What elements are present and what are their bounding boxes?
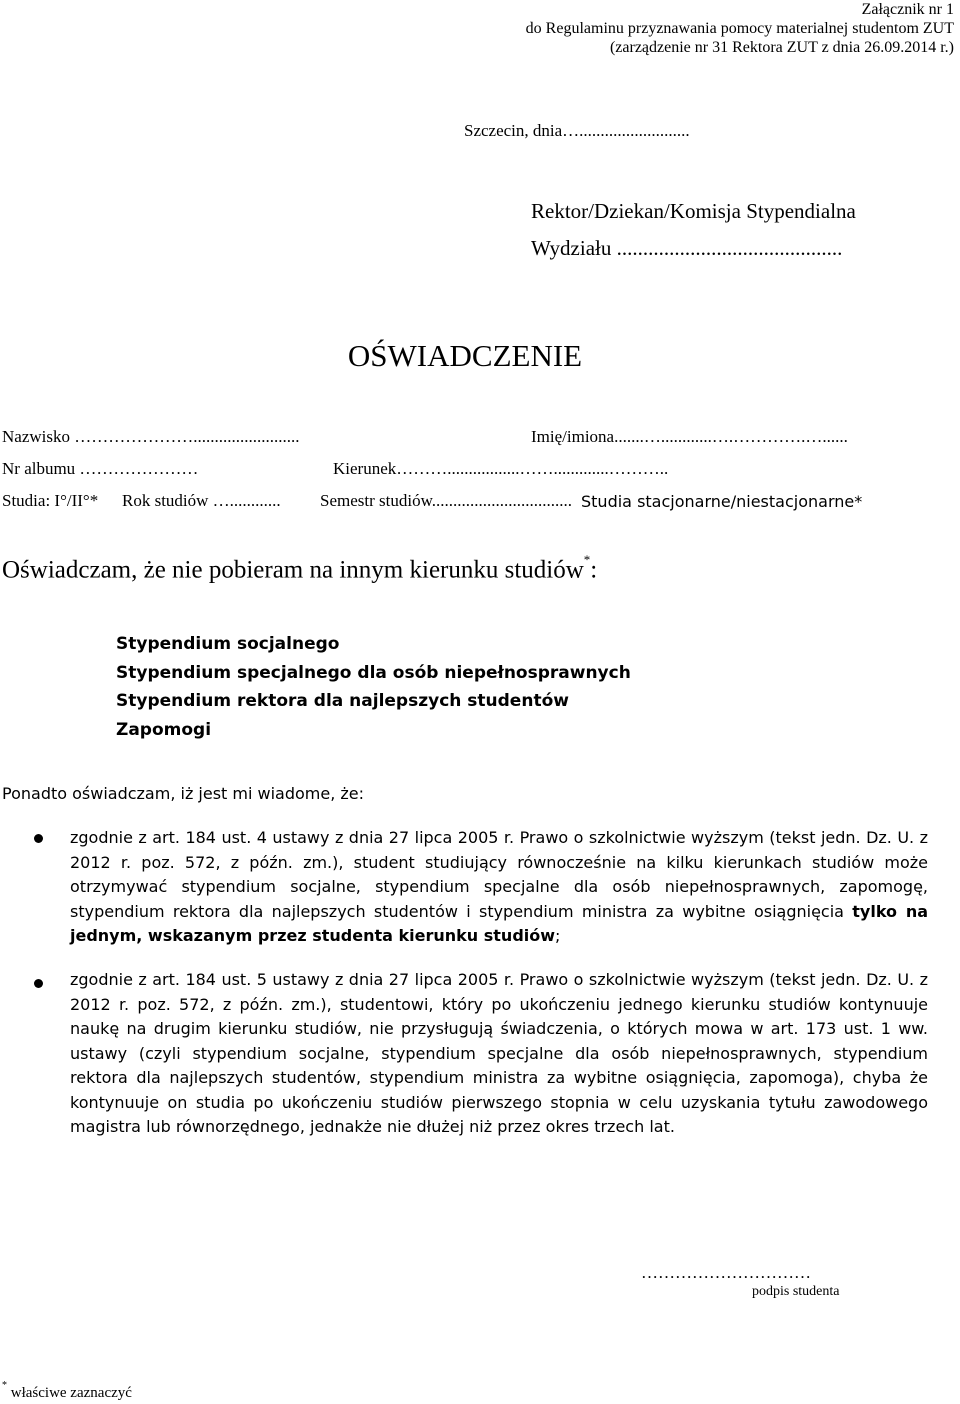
benefits-list — [116, 630, 631, 744]
benefit-allowance: Zapomogi — [116, 719, 212, 740]
declaration-colon: : — [590, 556, 598, 584]
footnote — [2, 1380, 132, 1402]
album-number-field: Nr albumu ………………… — [2, 459, 199, 478]
annex-ordinance: (zarządzenie nr 31 Rektora ZUT z dnia 26.09.2014 r.) — [609, 39, 954, 56]
footnote-marker: * — [583, 552, 591, 567]
additional-statement: Ponadto oświadczam, iż jest mi wiadome, że: — [2, 784, 365, 803]
benefit-rector: Stypendium rektora dla najlepszych studentów — [116, 691, 569, 711]
study-mode: Studia stacjonarne/niestacjonarne* — [581, 492, 863, 511]
signature-label: podpis studenta — [752, 1284, 840, 1299]
studies-degree: Studia: I°/II°* — [2, 491, 99, 510]
bullet1-legal-ref: zgodnie z art. 184 ust. 4 ustawy z dnia 27 lipca 2005 r. Prawo o szkolnictwie wyższym (tekst jedn. Dz. U. z 2012 r. poz. 572, z późn. zm.), — [70, 828, 928, 872]
benefit-social: Stypendium socjalnego — [116, 634, 340, 654]
footnote-text: właściwe zaznaczyć — [7, 1385, 132, 1401]
document-title: OŚWIADCZENIE — [347, 338, 583, 373]
surname-field: Nazwisko …………………......................... — [2, 427, 300, 446]
addressee-line1: Rektor/Dziekan/Komisja Stypendialna — [531, 199, 856, 223]
annex-number: Załącznik nr 1 — [861, 1, 954, 18]
declaration-text: Oświadczam, że nie pobieram na innym kierunku studiów — [2, 556, 584, 584]
field-of-study: Kierunek……….................…….............……….. — [333, 459, 669, 478]
names-field: Imię/imiona.......…............….………….…...... — [531, 427, 848, 446]
annex-regulation: do Regulaminu przyznawania pomocy materialnej studentom ZUT — [525, 20, 954, 37]
bullet-dot — [34, 979, 43, 988]
benefit-disability: Stypendium specjalnego dla osób niepełnosprawnych — [116, 662, 631, 683]
footnote-asterisk: * — [2, 1380, 7, 1391]
bullet-dot — [34, 834, 43, 843]
bullet-paragraph-2: zgodnie z art. 184 ust. 5 ustawy z dnia 27 lipca 2005 r. Prawo o szkolnictwie wyższym (tekst jedn. Dz. U. z 2012 r. poz. 572, z późn. zm.), studentowi, który po ukończeniu jednego kierunku studiów kontynuuje naukę na drugim kierunku studiów, nie przysługują świadczenia, o których mowa w art. 173 ust. 1 ww. ustawy (czyli stypendium socjalne, stypendium specjalne dla osób niepełnosprawnych, stypendium rektora dla najlepszych studentów, stypendium ministra za wybitne osiągnięcia, zapomoga), chyba że kontynuuje on studia po ukończeniu studiów pierwszego stopnia w celu uzyskania tytułu zawodowego magistra lub równorzędnego, jednakże nie dłużej niż przez okres trzech lat. — [70, 970, 928, 1136]
bullet1-text: student studiujący równocześnie na kilku kierunkach studiów może otrzymywać stypendium socjalne, stypendium specjalne dla osób niepełnosprawnych, zapomogę, stypendium rektora dla najlepszych studentów i stypendium ministra za wybitne osiągnięcia — [70, 852, 928, 921]
bullet-paragraph-1 — [70, 826, 928, 949]
place-date: Szczecin, dnia….......................... — [464, 121, 690, 140]
semester-field: Semestr studiów................................. — [320, 491, 573, 510]
bullet1-end: ; — [555, 926, 561, 945]
signature-line: ………………………… — [641, 1263, 811, 1282]
declaration-statement — [2, 552, 598, 584]
addressee-faculty: Wydziału ........................................... — [531, 236, 843, 260]
bullet1-bold: tylko na jednym, wskazanym przez studenta kierunku studiów — [70, 901, 929, 945]
year-of-study: Rok studiów …............ — [122, 491, 281, 510]
